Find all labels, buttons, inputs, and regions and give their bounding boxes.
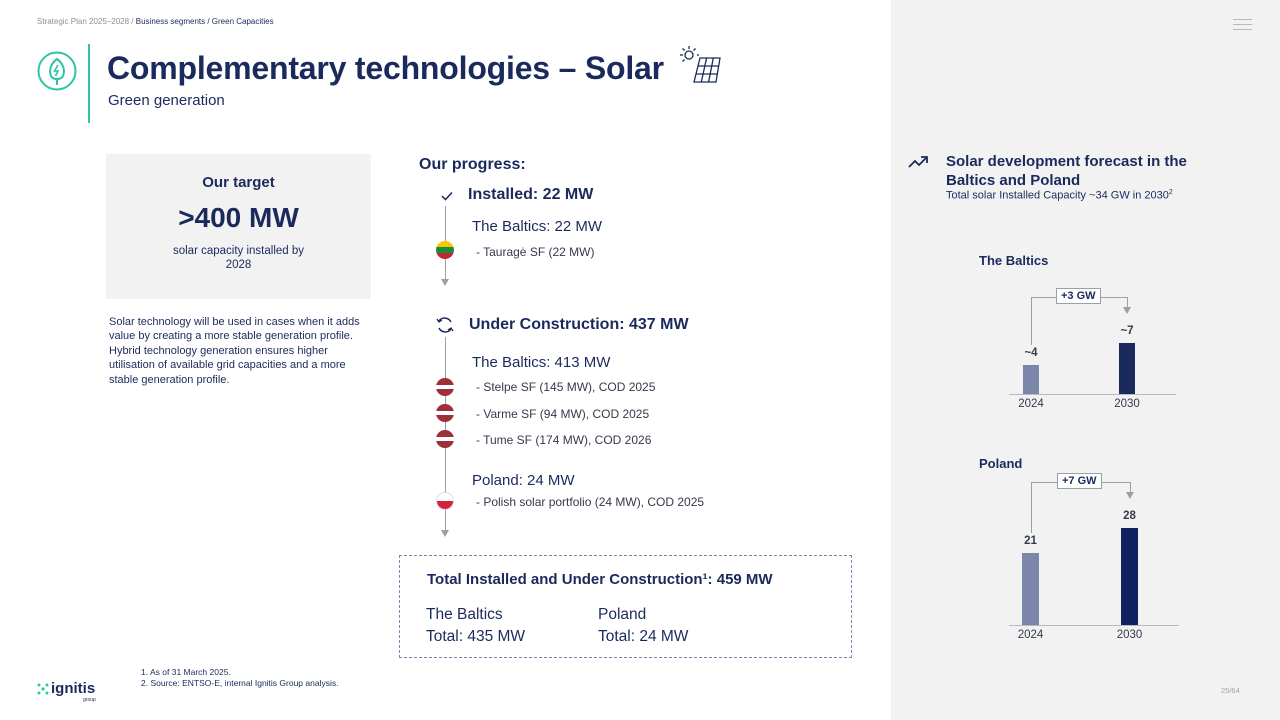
page-subtitle: Green generation <box>108 92 225 109</box>
tick-label: 2030 <box>1116 629 1143 641</box>
timeline-arrow <box>441 530 449 537</box>
target-heading: Our target <box>202 174 275 191</box>
totals-poland-value: Total: 24 MW <box>598 628 689 645</box>
tick-label: 2024 <box>1018 398 1044 410</box>
right-panel <box>891 0 1280 720</box>
data-label: ~7 <box>1120 324 1134 337</box>
footnotes <box>141 667 338 689</box>
construction-item: - Varme SF (94 MW), COD 2025 <box>476 407 650 421</box>
breadcrumb <box>37 17 274 26</box>
flag-latvia-icon <box>436 430 454 448</box>
checkmark-icon <box>440 189 454 203</box>
construction-baltics-region: The Baltics: 413 MW <box>472 354 611 371</box>
forecast-title: Solar development forecast in the Baltics and Poland <box>946 153 1187 189</box>
totals-poland-label: Poland <box>598 606 647 623</box>
breadcrumb-parent[interactable]: Strategic Plan 2025–2028 / <box>37 17 134 26</box>
leaf-bolt-icon <box>37 51 77 91</box>
construction-poland-region: Poland: 24 MW <box>472 472 575 489</box>
installed-item: - Tauragė SF (22 MW) <box>476 245 595 259</box>
construction-heading: Under Construction: 437 MW <box>469 316 689 333</box>
flag-poland-icon <box>436 492 454 510</box>
breadcrumb-current[interactable]: Business segments / Green Capacities <box>135 17 274 26</box>
forecast-subtitle <box>946 189 1173 202</box>
page-title: Complementary technologies – Solar <box>107 50 664 86</box>
installed-heading: Installed: 22 MW <box>468 186 594 203</box>
x-axis <box>1009 625 1179 626</box>
data-label: 21 <box>1024 534 1037 547</box>
title-divider <box>88 44 90 123</box>
brand-tagline: group <box>83 697 96 703</box>
delta-arrow <box>1126 492 1134 499</box>
trend-up-icon <box>907 152 929 172</box>
timeline-arrow <box>441 279 449 286</box>
construction-item: - Stelpe SF (145 MW), COD 2025 <box>476 380 656 394</box>
target-caption: solar capacity installed by 2028 <box>172 245 305 271</box>
delta-bracket <box>1127 297 1128 307</box>
chart-title: The Baltics <box>979 253 1049 268</box>
solar-description: Solar technology will be used in cases when it adds value by creating a more stable generation profile. Hybrid technology generation ensures higher utilisation of available grid capacities and a more stable generation profile. <box>109 316 360 386</box>
forecast-subtitle-text: Total solar Installed Capacity ~34 GW in 2030 <box>946 189 1169 202</box>
page-number: 25/64 <box>1221 686 1240 695</box>
construction-item: - Polish solar portfolio (24 MW), COD 2025 <box>476 495 705 509</box>
totals-baltics-value: Total: 435 MW <box>426 628 526 645</box>
delta-arrow <box>1123 307 1131 314</box>
delta-label: +7 GW <box>1057 473 1102 489</box>
bar <box>1022 553 1039 625</box>
delta-bracket <box>1031 482 1032 532</box>
hamburger-menu-icon[interactable] <box>1233 19 1252 33</box>
delta-label: +3 GW <box>1056 288 1101 304</box>
refresh-cycle-icon <box>435 315 455 335</box>
totals-box <box>399 555 852 658</box>
flag-latvia-icon <box>436 404 454 422</box>
totals-baltics-label: The Baltics <box>426 606 503 623</box>
tick-label: 2024 <box>1017 629 1044 641</box>
flag-lithuania-icon <box>436 241 454 259</box>
ignitis-logo <box>37 680 107 704</box>
data-label: ~4 <box>1024 346 1038 359</box>
bar <box>1119 343 1135 394</box>
tick-label: 2030 <box>1114 398 1140 410</box>
data-label: 28 <box>1123 510 1136 523</box>
flag-latvia-icon <box>436 378 454 396</box>
solar-panel-sun-icon <box>678 44 722 86</box>
chart-title: Poland <box>979 456 1023 471</box>
delta-bracket <box>1031 297 1032 345</box>
installed-region: The Baltics: 22 MW <box>472 218 603 235</box>
bar <box>1121 528 1138 625</box>
footnote: 2. Source: ENTSO-E, internal Ignitis Group analysis. <box>141 678 339 688</box>
target-value: >400 MW <box>178 202 299 233</box>
x-axis <box>1009 394 1176 395</box>
totals-heading: Total Installed and Under Construction¹: 459 MW <box>427 571 773 588</box>
footnote: 1. As of 31 March 2025. <box>141 667 231 677</box>
target-card <box>106 154 371 299</box>
progress-title: Our progress: <box>419 156 526 173</box>
bar <box>1023 365 1039 394</box>
ignitis-mark-icon <box>37 683 49 695</box>
construction-item: - Tume SF (174 MW), COD 2026 <box>476 433 652 447</box>
delta-bracket <box>1130 482 1131 492</box>
footnote-ref: 2 <box>1168 189 1173 196</box>
brand-name: ignitis <box>51 680 96 697</box>
